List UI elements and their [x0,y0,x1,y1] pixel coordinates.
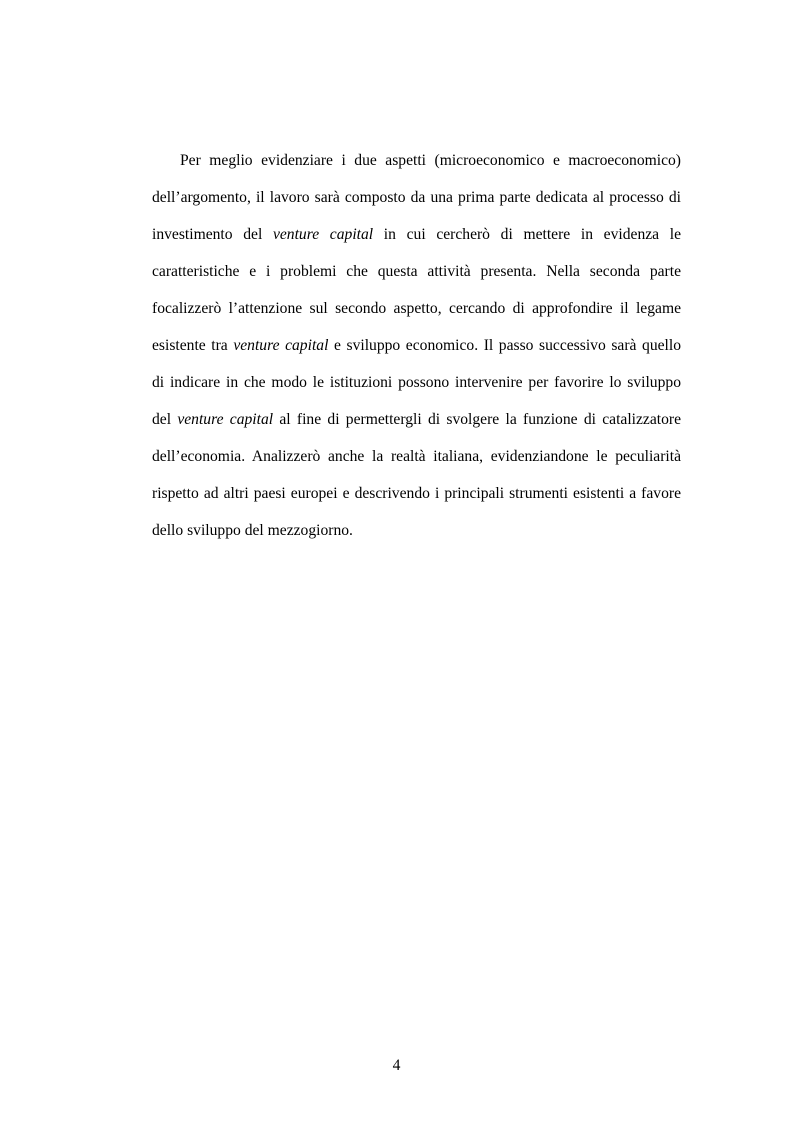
italic-term: venture capital [233,337,329,354]
paragraph-line: dell’economia. Analizzerò anche la realtà italiana, evidenziandone le peculiarità [152,448,681,465]
italic-term: venture capital [177,411,274,428]
paragraph-line: di indicare in che modo le istituzioni possono intervenire per favorire lo sviluppo [152,374,681,391]
paragraph-line: dello sviluppo del mezzogiorno. [152,522,353,539]
paragraph-line: Per meglio evidenziare i due aspetti (microeconomico e macroeconomico) [180,152,681,169]
page-number: 4 [392,1057,401,1074]
paragraph-line: focalizzerò l’attenzione sul secondo aspetto, cercando di approfondire il legame [152,300,681,317]
paragraph-line: esistente tra venture capital e sviluppo economico. Il passo successivo sarà quello [152,337,681,354]
paragraph-line: caratteristiche e i problemi che questa attività presenta. Nella seconda parte [152,263,681,280]
paragraph-line: rispetto ad altri paesi europei e descrivendo i principali strumenti esistenti a favore [152,485,681,502]
paragraph-line: investimento del venture capital in cui cercherò di mettere in evidenza le [152,226,682,243]
paragraph-line: dell’argomento, il lavoro sarà composto da una prima parte dedicata al processo di [152,189,681,206]
paragraph-line: del venture capital al fine di permettergli di svolgere la funzione di catalizzatore [152,411,681,428]
italic-term: venture capital [272,226,374,243]
